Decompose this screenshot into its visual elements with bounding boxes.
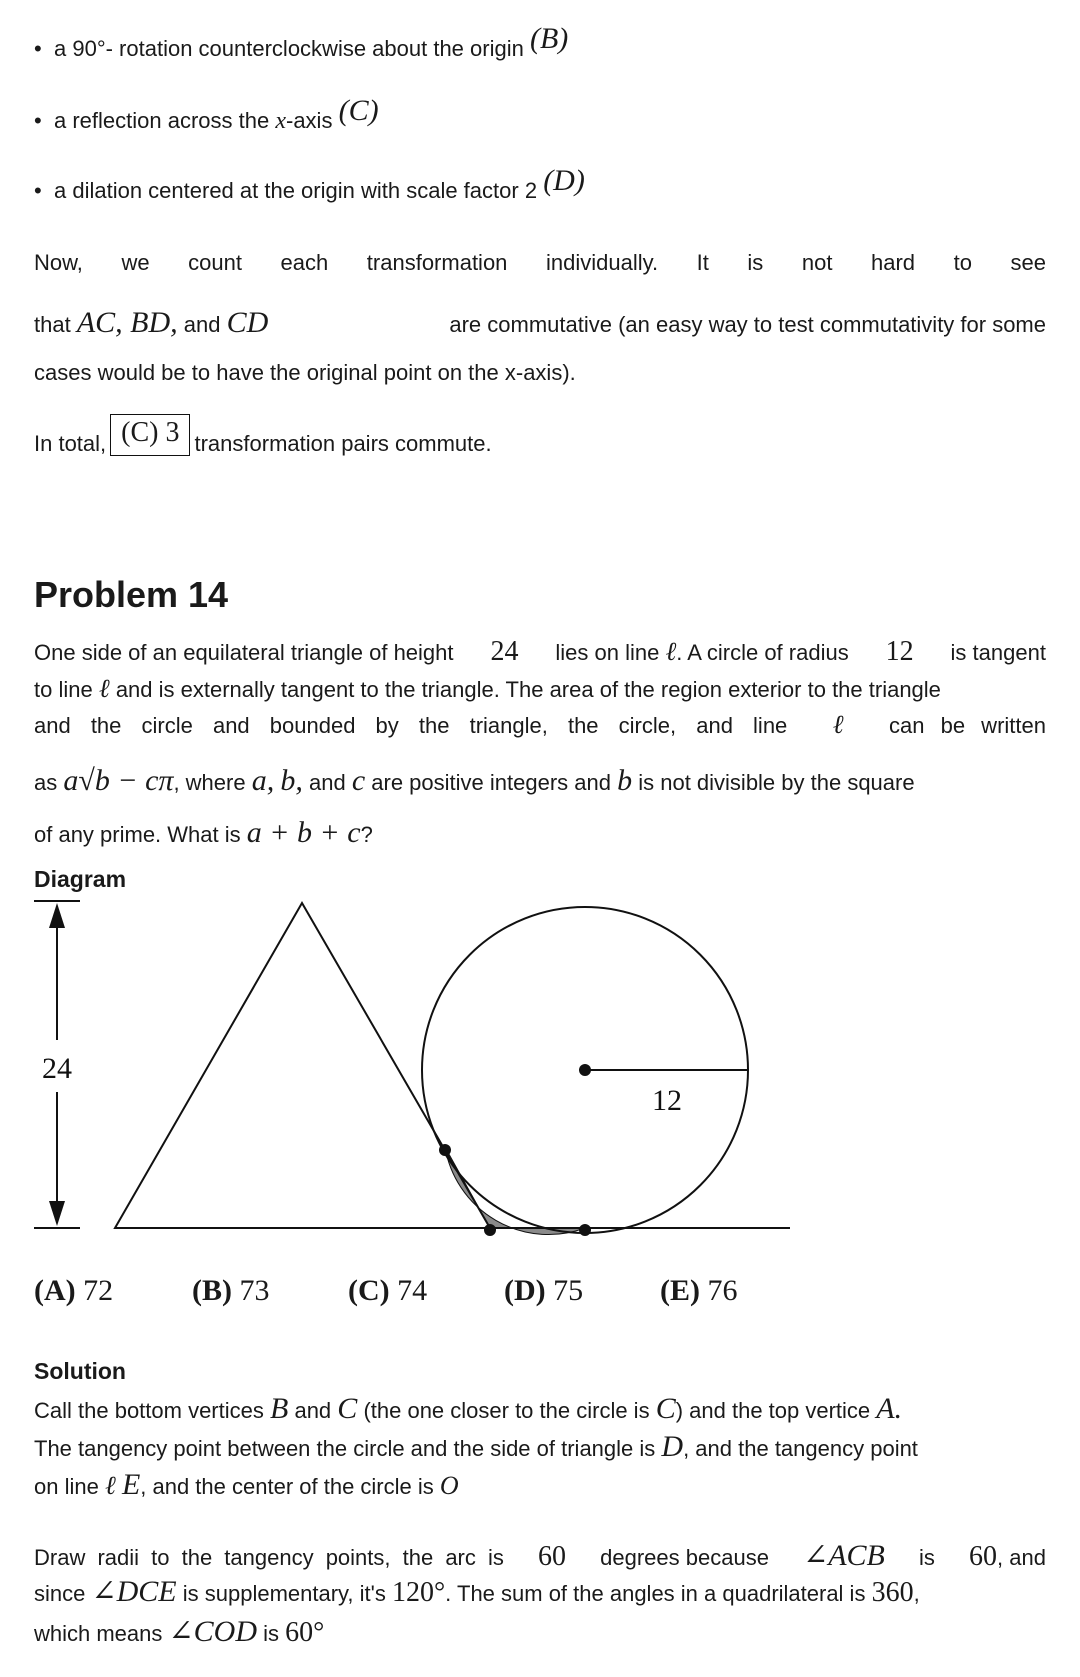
bullet-1: • a 90°- rotation counterclockwise about the origin (B) xyxy=(34,22,569,61)
tangency-point-line xyxy=(579,1224,591,1236)
solution-line6: which means ∠COD is 60° xyxy=(34,1615,325,1648)
choice-b[interactable]: (B) 73 xyxy=(192,1274,270,1307)
problem-line3: and the circle and bounded by the triangle, the circle, and line ℓ can be written xyxy=(34,710,1046,739)
center-point xyxy=(579,1064,591,1076)
problem-line4: as a√b − cπ, where a, b, and c are positive integers and b is not divisible by the square xyxy=(34,764,915,797)
total-line: In total, (C) 3 transformation pairs commute. xyxy=(34,414,492,457)
solution-line3: on line ℓ E, and the center of the circle is O xyxy=(34,1468,459,1501)
solution-line2: The tangency point between the circle and the side of triangle is D, and the tangency point xyxy=(34,1430,918,1463)
boxed-answer: (C) 3 xyxy=(110,414,190,456)
solution-line1: Call the bottom vertices B and C (the one closer to the circle is C) and the top vertice A. xyxy=(34,1392,903,1425)
problem-title: Problem 14 xyxy=(34,574,229,615)
choice-c[interactable]: (C) 74 xyxy=(348,1274,428,1307)
solution-line5: since ∠DCE is supplementary, it's 120°. The sum of the angles in a quadrilateral is 360, xyxy=(34,1575,920,1608)
choice-e[interactable]: (E) 76 xyxy=(660,1274,738,1307)
shaded-region xyxy=(445,1147,585,1235)
para1-line3: cases would be to have the original point on the x-axis). xyxy=(34,360,576,385)
solution-label: Solution xyxy=(34,1358,126,1384)
tangency-point-side xyxy=(439,1144,451,1156)
height-arrow-up xyxy=(49,903,65,928)
problem-line5: of any prime. What is a + b + c? xyxy=(34,816,373,849)
triangle-circle-diagram xyxy=(0,890,1080,1250)
para1-line2: that AC, BD, and CD are commutative (an easy way to test commutativity for some xyxy=(34,306,1046,339)
choice-a[interactable]: (A) 72 xyxy=(34,1274,114,1307)
bullet-2: • a reflection across the x-axis (C) xyxy=(34,94,379,134)
para1-line1: Now, we count each transformation individually. It is not hard to see xyxy=(34,250,1046,275)
vertex-point xyxy=(484,1224,496,1236)
choice-d[interactable]: (D) 75 xyxy=(504,1274,584,1307)
equilateral-triangle xyxy=(115,903,490,1228)
bullet-3: • a dilation centered at the origin with scale factor 2 (D) xyxy=(34,164,585,203)
height-label: 24 xyxy=(42,1052,72,1085)
diagram-label: Diagram xyxy=(34,866,127,892)
problem-line2: to line ℓ and is externally tangent to the triangle. The area of the region exterior to the triangle xyxy=(34,674,941,703)
solution-line4: Draw radii to the tangency points, the arc is 60 degrees because ∠ACB is 60, and xyxy=(34,1539,1046,1572)
radius-label: 12 xyxy=(652,1084,682,1117)
problem-line1: One side of an equilateral triangle of height 24 lies on line ℓ. A circle of radius 12 is tangent xyxy=(34,636,1046,667)
